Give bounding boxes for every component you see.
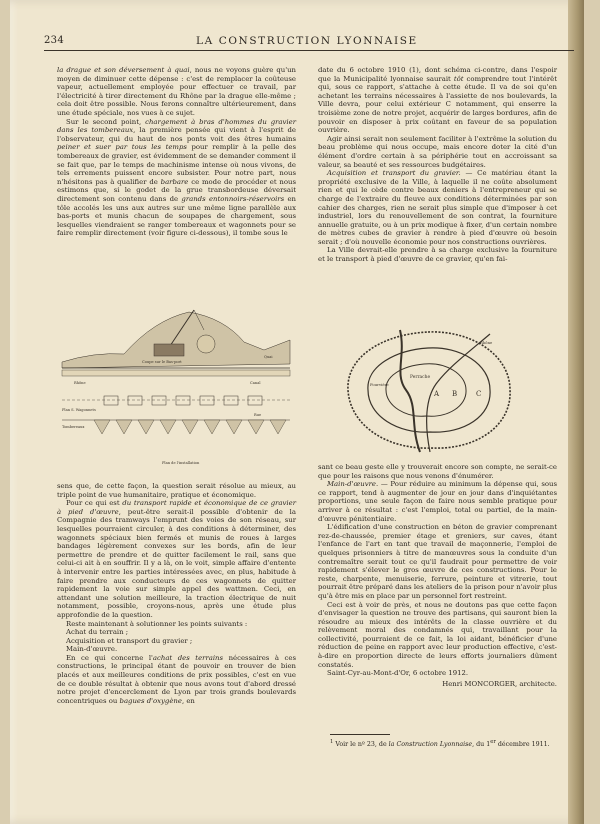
page-edge	[568, 0, 584, 824]
paragraph: date du 6 octobre 1910 (1), dont schéma ci-contre, dans l'espoir que la Municipalité lyonnaise saurait tôt comprendre tout l'intérêt qui, sous ce rapport, s'attache à cette étude. Il va de soi qu'en achetant les terrains nécessaires à l'assiette de nos boulevards, la Ville devra, pour celui extérieur C notamment, qui enserre la troisième zone de notre projet, acquérir de larges bordures, afin de pouvoir en disposer à prix coûtant en faveur de sa population ouvrière.	[318, 66, 558, 135]
paragraph: Saint-Cyr-au-Mont-d'Or, 6 octobre 1912.	[327, 669, 469, 678]
column-right-top	[318, 66, 557, 264]
figure-label-street: Rue	[254, 413, 262, 417]
wall-band	[62, 370, 290, 376]
paragraph: Reste maintenant à solutionner les points suivants :	[66, 619, 248, 628]
figure-label-carts: Tombereaux	[62, 425, 85, 429]
footnote-rule	[330, 734, 390, 735]
hopper	[197, 335, 215, 353]
paragraph: Sur le second point, chargement à bras d'hommes du gravier dans les tombereaux, la première pensée qui vient à l'esprit de l'observateur, qui du haut de nos ponts voit des êtres humains peiner et suer par tous les temps pour remplir à la pelle des tombereaux de gravier, est évidemment de se demander comment il se fait que, par le temps de machinisme intense où nous vivons, de tels errements puissent encore subsister. Pour notre part, nous n'hésitons pas à qualifier de barbare ce mode de procéder et nous estimons que, si le godet de la grue transbordeuse déversait directement son contenu dans de grands entonnoirs-réservoirs en tôle accolés les uns aux autres sur une même ligne parallèle aux bas-ports et munis chacun de soupapes de chargement, sous lesquelles viendraient se ranger tombereaux et wagonnets pour se faire remplir directement (voir figure ci-dessous), il tombe sous le	[57, 117, 296, 238]
map-label-perrache: Perrache	[410, 375, 431, 380]
running-title: LA CONSTRUCTION LYONNAISE	[196, 35, 418, 47]
footnote: $^1$ Voir le nº 23, de la Construction Lyonnaise, du 1er décembre 1911.	[330, 739, 550, 749]
paragraph: Achat du terrain ;	[66, 628, 129, 637]
figure-label-quay: Quai	[264, 355, 273, 359]
paragraph: sens que, de cette façon, la question serait résolue au mieux, au triple point de vue humanitaire, pratique et économique.	[57, 482, 296, 499]
column-left-bottom	[57, 482, 296, 705]
map-label-b: B	[452, 390, 458, 398]
header-rule	[44, 50, 574, 51]
paragraph: sant ce beau geste elle y trouverait encore son compte, ne serait-ce que pour les raisons que nous venons d'énumérer.	[318, 463, 557, 480]
figure-label-river: Rhône	[74, 381, 86, 385]
map-label-a: A	[434, 390, 440, 398]
paragraph: L'édification d'une construction en béton de gravier comprenant rez-de-chaussée, premier étage et greniers, sur caves, étant l'enfance de l'art en tant que travail de maçonnerie, l'emploi de quelques prisonniers à titre de manœuvres sous la conduite d'un contremaître serait tout ce qu'il faudrait pour permettre de voir rapidement s'élever le gros œuvre de ces constructions. Pour le reste, charpente, menuiserie, ferrure, peinture et vitrerie, tout pourrait être préparé dans les ateliers de la prison pour n'avoir plus qu'à être mis en place par un personnel fort restreint.	[318, 523, 557, 600]
figure-label-wagons: Plan S. Wagonnets	[62, 408, 96, 412]
boulevards-map	[340, 326, 516, 454]
figure-label-section: Coupe sur le Bas-port	[142, 360, 182, 364]
crane-body	[154, 344, 184, 356]
figure-label-plan: Plan de l'installation	[162, 461, 200, 465]
paragraph: Pour ce qui est du transport rapide et économique de ce gravier à pied d'œuvre, peut-être serait-il possible d'obtenir de la Compagnie des tramways l'emprunt des voies de son réseau, sur lesquelles pourraient circuler, à des conditions à déterminer, des wagonnets spéciaux bien fermés et munis de roues à larges bandages légèrement convexes sur les bords, afin de leur permettre de prendre et de quitter facilement le rail, sans que celui-ci ait à en souffrir. Il y a là, on le voit, simple affaire d'entente à intervenir entre les parties intéressées avec, en plus, habitude à faire prendre aux conducteurs de ces wagonnets de quitter rapidement la voie sur simple appel des wattmen. Ceci, en attendant une solution meilleure, la traction électrique de nuit notamment, possible, croyons-nous, après une étude plus approfondie de la question.	[57, 499, 296, 619]
paragraph: En ce qui concerne l'achat des terrains nécessaires à ces constructions, le principal étant de pouvoir en trouver de bien placés et aux meilleures conditions de prix possibles, c'est en vue de ce double résultat à obtenir que nous avons tout d'abord dressé notre projet d'encerclement de Lyon par trois grands boulevards concentriques ou bagues d'oxygène, en	[57, 653, 296, 705]
installation-figure	[54, 292, 298, 472]
map-label-c: C	[476, 390, 482, 398]
paragraph: Acquisition et transport du gravier ;	[66, 636, 193, 645]
paragraph: Ceci est à voir de près, et nous ne doutons pas que cette façon d'envisager la question ne trouve des partisans, qui sauront bien la résoudre au mieux des intérêts de la classe ouvrière et du relèvement moral des condamnés qui, travaillant pour la collectivité, pourraient de ce fait, la loi aidant, bénéficier d'une réduction de peine en rapport avec leur production effective, c'est-à-dire en proportion directe de leurs efforts journaliers dûment constatés.	[318, 600, 557, 669]
column-right-bottom	[318, 463, 557, 688]
page-number: 234	[44, 35, 64, 46]
figure-label-canal: Canal	[250, 381, 261, 385]
paragraph: Main-d'œuvre.	[66, 645, 118, 654]
map-label-rhone: Rhône	[480, 340, 493, 345]
column-right-bottom-text	[318, 463, 557, 678]
paragraph: La Ville devrait-elle prendre à sa charge exclusive la fourniture et le transport à pied d'œuvre de ce gravier, qu'en fai-	[318, 246, 557, 264]
paragraph: la drague et son déversement à quai, nous ne voyons guère qu'un moyen de diminuer cette dépense : c'est de remplacer la coûteuse vapeur, actuellement employée pour effectuer ce travail, par l'électricité à tirer directement du Rhône par la drague elle-même ; cela doit être possible. Nous ferons connaître ultérieurement, dans une étude spéciale, nos vues à ce sujet.	[57, 66, 296, 117]
paragraph: Agir ainsi serait non seulement faciliter à l'extrême la solution du beau problème qui nous occupe, mais encore doter la cité d'un élément d'ordre certain à sa périphérie tout en accroissant sa valeur, sa beauté et ses ressources budgétaires.	[318, 134, 557, 169]
funnels-row	[94, 420, 286, 434]
column-left-top	[57, 66, 296, 238]
paragraph: Main-d'œuvre. — Pour réduire au minimum la dépense qui, sous ce rapport, tend à augmenter de jour en jour dans d'inquiétantes proportions, une seule façon de faire nous semble pratique pour arriver à ce résultat : c'est l'emploi, total ou partiel, de la main-d'œuvre pénitentiaire.	[318, 480, 557, 523]
paragraph: Acquisition et transport du gravier. — Ce matériau étant la propriété exclusive de la Ville, à laquelle il ne coûte absolument rien et qui le cède contre beaux deniers à l'entrepreneur qui se charge de l'extraire du fleuve aux conditions déterminées par son cahier des charges, rien ne serait plus simple que d'imposer à cet industriel, lors du renouvellement de son contrat, la fourniture annuelle gratuite, ou à un prix modique à fixer, d'un certain nombre de mètres cubes de gravier à rendre à pied d'œuvre où besoin serait ; d'où nouvelle économie pour nos constructions ouvrières.	[318, 169, 557, 246]
signature: Henri MONCORGER, architecte.	[442, 679, 557, 688]
map-label-fourviere: Fourvière	[370, 382, 389, 387]
